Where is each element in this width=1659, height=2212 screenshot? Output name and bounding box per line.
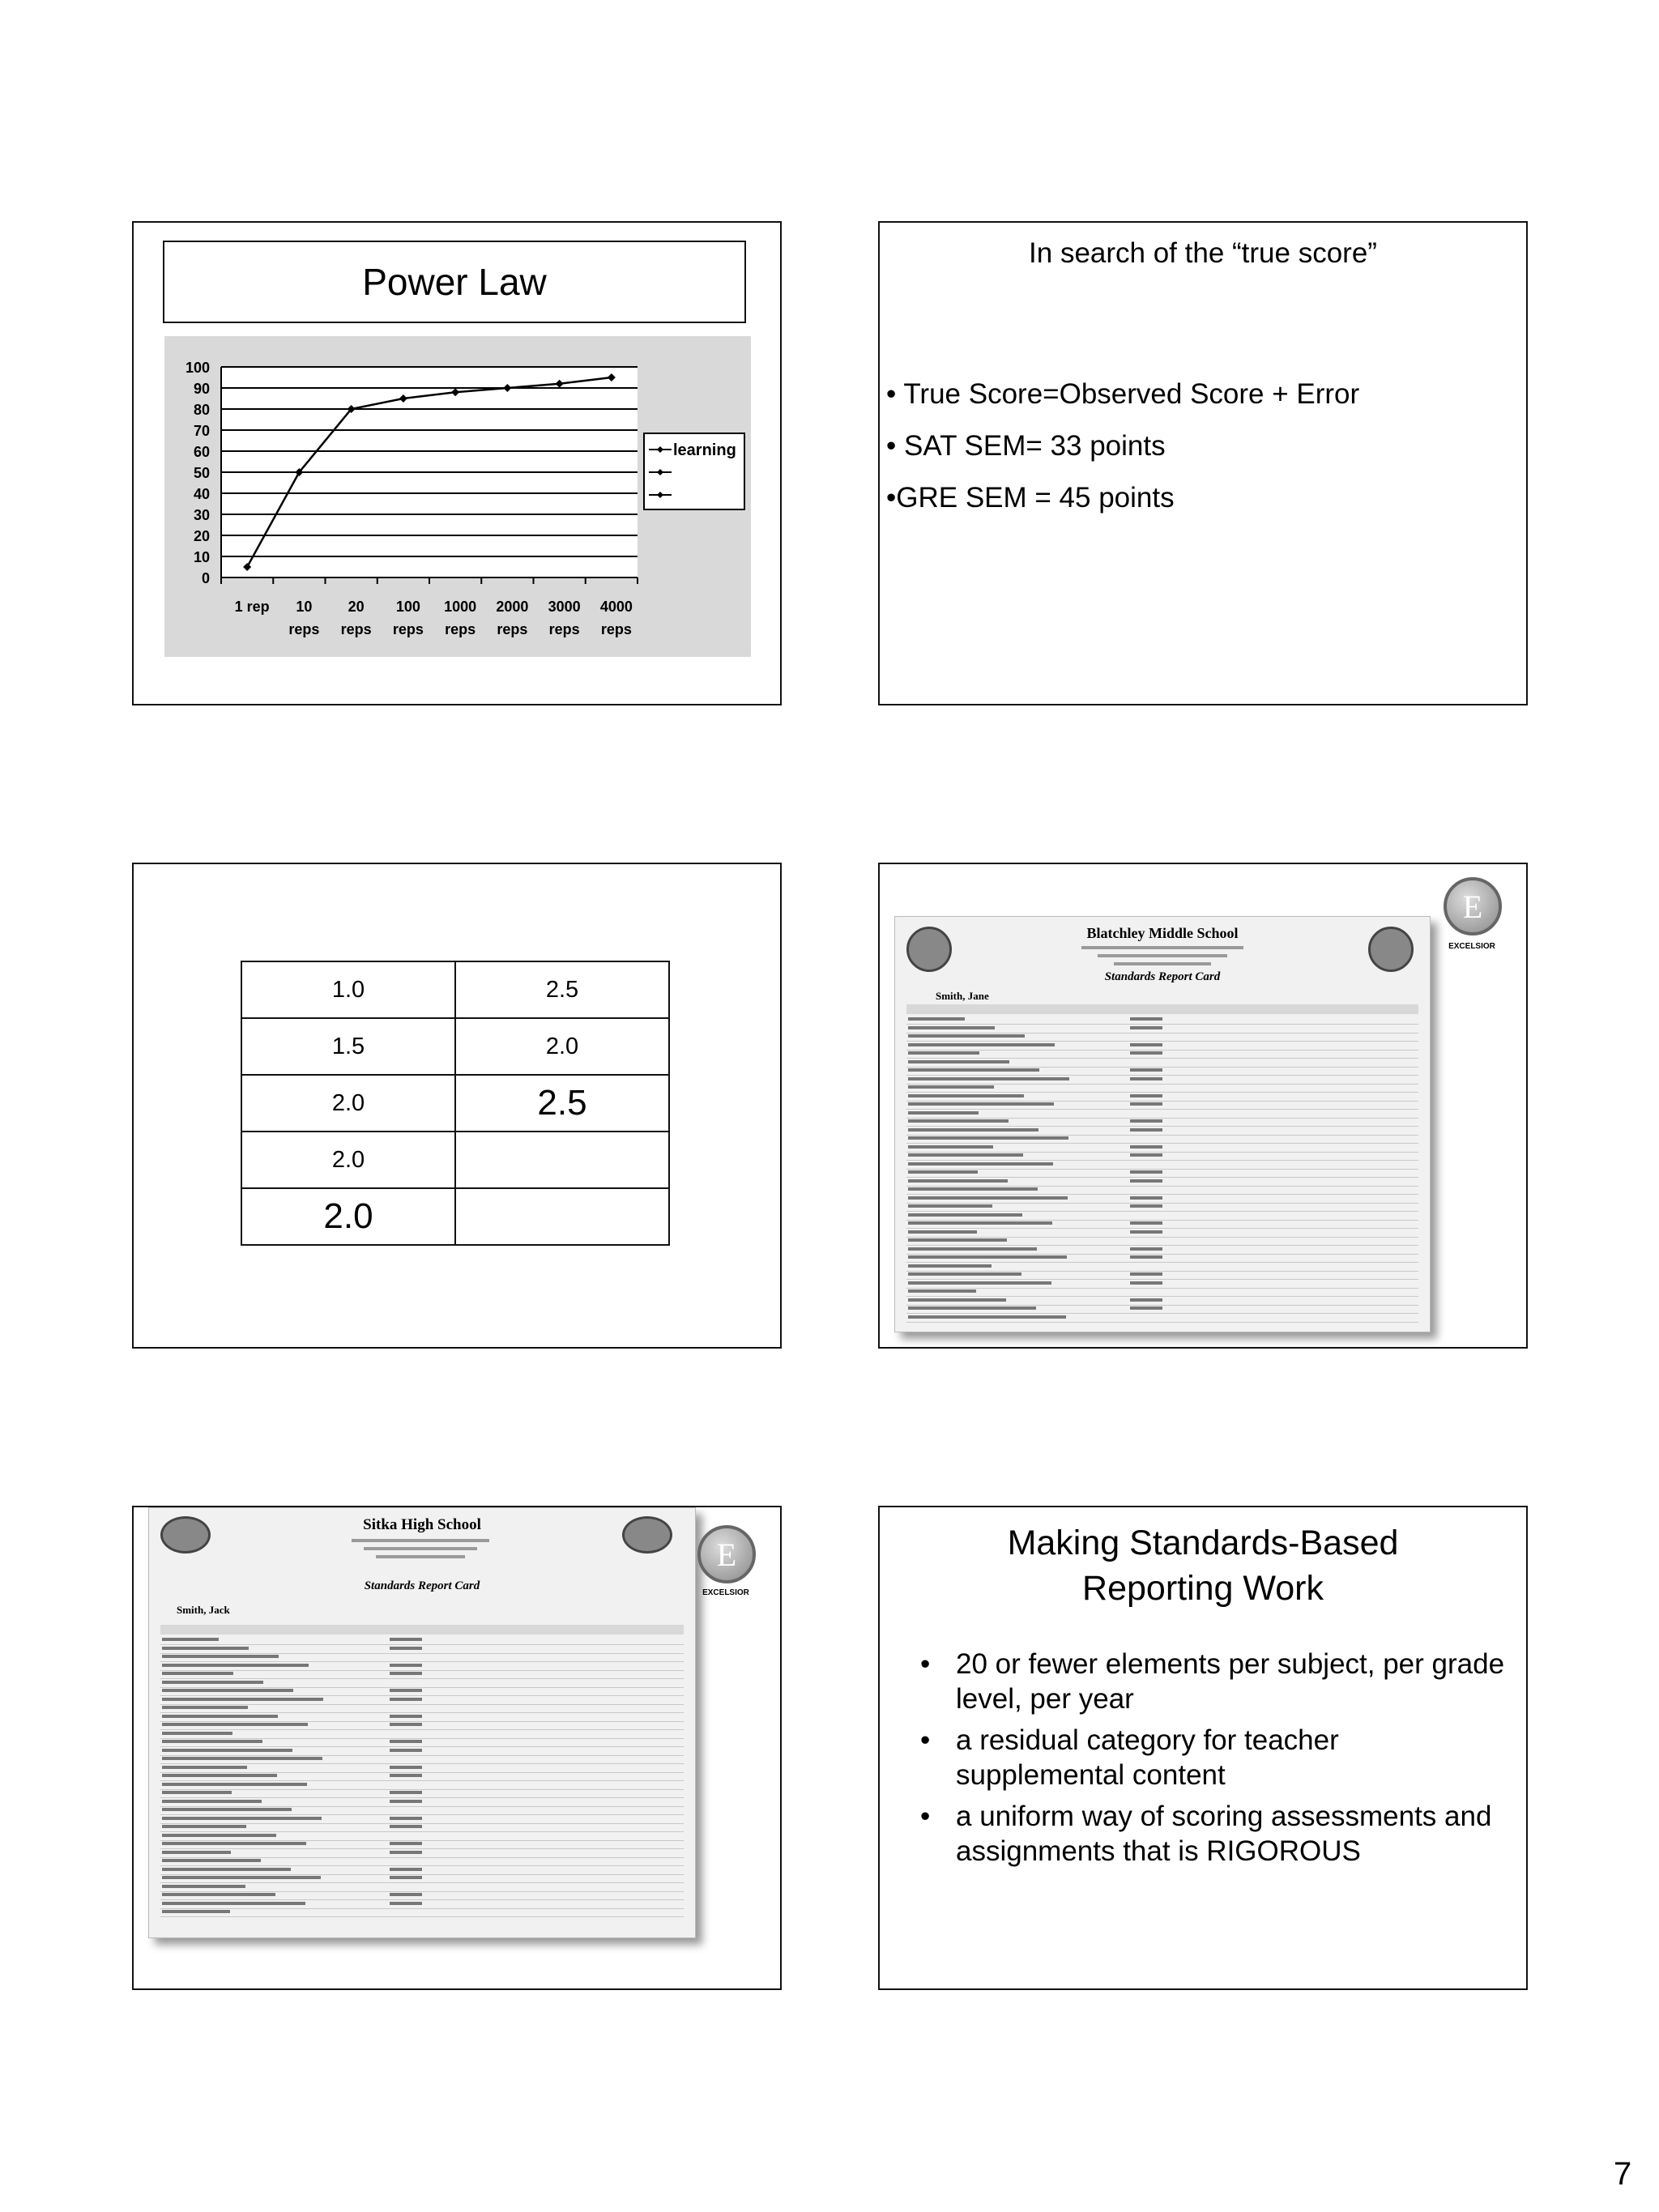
report-card-row — [160, 1653, 684, 1654]
slide-title-box — [163, 241, 746, 323]
report-card-row-text — [908, 1196, 1068, 1200]
slide-power-law — [132, 221, 782, 705]
report-card-row-score — [390, 1749, 422, 1752]
report-card-row-score — [390, 1842, 422, 1845]
report-card-row — [906, 1024, 1418, 1025]
report-card-row — [906, 1279, 1418, 1280]
report-card-row-text — [162, 1851, 231, 1854]
report-card-row-score — [390, 1800, 422, 1803]
report-card-image — [148, 1507, 696, 1938]
report-card-row-text — [162, 1876, 321, 1879]
report-card-row-text — [162, 1783, 307, 1786]
slide-title: In search of the “true score” — [1029, 237, 1377, 269]
report-card-row-score — [1130, 1145, 1162, 1149]
table-cell: 2.0 — [241, 1132, 455, 1188]
report-card-row-score — [1130, 1068, 1162, 1072]
report-card-row — [906, 1194, 1418, 1195]
report-card-row-text — [908, 1204, 992, 1208]
report-card-row — [906, 1228, 1418, 1229]
report-card-row — [160, 1806, 684, 1807]
report-card-row-score — [1130, 1298, 1162, 1302]
report-card-row-text — [162, 1715, 278, 1718]
report-card-row — [160, 1746, 684, 1747]
x-tick-label: reps — [340, 621, 372, 637]
report-card-row-text — [908, 1034, 1025, 1038]
report-card-row-text — [162, 1893, 275, 1896]
report-card-row-score — [1130, 1017, 1162, 1021]
bullet-item: • SAT SEM= 33 points — [886, 430, 1166, 462]
table-cell: 2.0 — [241, 1188, 455, 1245]
report-card-row — [906, 1092, 1418, 1093]
report-card-row-text — [162, 1868, 291, 1871]
report-card-row-text — [908, 1230, 977, 1234]
report-card-row — [906, 1237, 1418, 1238]
bullet-icon: • — [920, 1724, 931, 1756]
report-card-row — [160, 1704, 684, 1705]
slide-high-school-report-card — [132, 1506, 782, 1990]
report-card-row-text — [908, 1272, 1021, 1276]
report-card-row-text — [162, 1834, 276, 1837]
slide-standards-based-reporting — [878, 1506, 1528, 1990]
report-card-row-score — [1130, 1179, 1162, 1183]
report-card-row-score — [390, 1851, 422, 1854]
report-card-row-score — [1130, 1094, 1162, 1097]
bullet-text: 20 or fewer elements per subject, per grade level, per year — [956, 1648, 1505, 1715]
report-card-row-score — [390, 1723, 422, 1726]
report-card-row-text — [908, 1187, 1038, 1191]
report-card-row-score — [1130, 1128, 1162, 1132]
report-card-row-text — [162, 1664, 309, 1667]
table-cell — [455, 1188, 669, 1245]
report-card-row — [906, 1186, 1418, 1187]
report-card-row-score — [1130, 1153, 1162, 1157]
report-card-row — [160, 1840, 684, 1841]
report-card-title: Standards Report Card — [364, 1579, 480, 1592]
report-card-row-text — [908, 1306, 1036, 1310]
y-tick-label: 0 — [201, 570, 210, 586]
report-card-row-text — [908, 1281, 1051, 1285]
report-card-row-text — [908, 1128, 1038, 1132]
power-law-chart — [164, 336, 751, 657]
bullet-list — [912, 1647, 1512, 1875]
report-card-row-text — [908, 1238, 1007, 1242]
report-card-row-text — [162, 1732, 232, 1735]
report-card-row-score — [390, 1715, 422, 1718]
x-tick-label: reps — [600, 621, 632, 637]
bullet-item — [912, 1799, 1512, 1869]
report-card-row-score — [1130, 1196, 1162, 1200]
report-card-row-score — [390, 1664, 422, 1667]
report-card-row — [160, 1780, 684, 1781]
report-card-row-text — [908, 1221, 1052, 1225]
report-card-row — [906, 1177, 1418, 1178]
report-card-row — [160, 1695, 684, 1696]
slide-score-table — [132, 863, 782, 1349]
report-card-row-text — [162, 1689, 293, 1692]
report-card-row — [906, 1160, 1418, 1161]
report-card-row-text — [908, 1060, 1009, 1063]
report-card-row-text — [162, 1910, 230, 1913]
report-card-row-score — [390, 1817, 422, 1820]
report-card-row — [160, 1848, 684, 1849]
report-card-row-text — [908, 1162, 1053, 1166]
report-card-row — [160, 1899, 684, 1900]
report-card-row — [906, 1296, 1418, 1297]
legend-label: learning — [673, 441, 736, 459]
x-tick-label: 2000 — [496, 599, 529, 615]
report-card-row — [160, 1882, 684, 1883]
report-card-row — [906, 1305, 1418, 1306]
student-name: Smith, Jane — [936, 990, 989, 1002]
report-card-row — [906, 1203, 1418, 1204]
report-card-row-text — [908, 1153, 1023, 1157]
report-card-row-score — [390, 1876, 422, 1879]
report-card-row-score — [1130, 1204, 1162, 1208]
report-card-row-text — [908, 1102, 1054, 1106]
bullet-item: • True Score=Observed Score + Error — [886, 378, 1360, 410]
report-card-row — [906, 1075, 1418, 1076]
report-card-row — [906, 1050, 1418, 1051]
bullet-text: a uniform way of scoring assessments and assignments that is RIGOROUS — [956, 1801, 1492, 1867]
table-cell: 2.5 — [455, 961, 669, 1018]
excelsior-badge-icon: E — [697, 1525, 756, 1583]
bullet-item — [912, 1647, 1512, 1716]
report-card-row-text — [908, 1179, 1008, 1183]
report-card-row-text — [162, 1800, 262, 1803]
report-card-row — [906, 1126, 1418, 1127]
report-card-row — [906, 1211, 1418, 1212]
report-card-row — [160, 1644, 684, 1645]
report-card-row-score — [390, 1647, 422, 1650]
report-card-row — [160, 1678, 684, 1679]
report-card-row-text — [908, 1077, 1069, 1080]
table-row — [241, 961, 669, 1018]
x-tick-label: reps — [497, 621, 528, 637]
report-card-row — [160, 1797, 684, 1798]
table-row — [241, 1188, 669, 1245]
address-line — [1081, 946, 1243, 949]
report-card-row-text — [908, 1136, 1068, 1140]
report-card-row — [160, 1908, 684, 1909]
report-card-row — [160, 1738, 684, 1739]
report-card-row-text — [908, 1111, 979, 1115]
y-tick-label: 100 — [185, 360, 210, 376]
table-cell: 2.0 — [455, 1018, 669, 1075]
table-cell: 2.0 — [241, 1075, 455, 1132]
report-card-row — [906, 1143, 1418, 1144]
report-card-row — [906, 1220, 1418, 1221]
student-name: Smith, Jack — [177, 1604, 230, 1616]
report-card-row — [906, 1169, 1418, 1170]
report-card-row-score — [1130, 1051, 1162, 1055]
report-card-row — [160, 1729, 684, 1730]
report-card-row-score — [1130, 1102, 1162, 1106]
report-card-header-band — [906, 1004, 1418, 1014]
report-card-row-text — [908, 1145, 993, 1149]
bullet-item — [912, 1723, 1512, 1792]
report-card-row-text — [908, 1170, 978, 1174]
report-card-row — [160, 1687, 684, 1688]
report-card-row — [160, 1763, 684, 1764]
y-tick-label: 30 — [193, 507, 210, 523]
report-card-row-score — [1130, 1247, 1162, 1251]
report-card-row-text — [162, 1638, 219, 1641]
report-card-row — [160, 1823, 684, 1824]
report-card-row-score — [1130, 1230, 1162, 1234]
report-card-row-text — [908, 1094, 1024, 1097]
y-tick-label: 50 — [193, 465, 210, 481]
y-tick-label: 40 — [193, 486, 210, 502]
report-card-row-text — [162, 1723, 308, 1726]
report-card-row — [160, 1712, 684, 1713]
x-tick-label: reps — [288, 621, 320, 637]
school-name: Blatchley Middle School — [1086, 925, 1239, 941]
report-card-row — [160, 1865, 684, 1866]
report-card-row — [906, 1118, 1418, 1119]
report-card-row-text — [162, 1859, 261, 1862]
report-card-row-text — [162, 1808, 292, 1811]
report-card-row — [906, 1262, 1418, 1263]
report-card-header-band — [160, 1625, 684, 1634]
x-tick-label: 3000 — [548, 599, 581, 615]
report-card-row — [160, 1670, 684, 1671]
badge-label: EXCELSIOR — [702, 1588, 749, 1597]
report-card-image — [894, 916, 1431, 1332]
report-card-row-score — [390, 1740, 422, 1743]
report-card-row-score — [390, 1774, 422, 1777]
report-card-row-score — [1130, 1026, 1162, 1029]
report-card-row — [906, 1084, 1418, 1085]
report-card-row — [906, 1245, 1418, 1246]
slide-title: Power Law — [362, 261, 547, 303]
report-card-row-text — [162, 1825, 246, 1828]
school-name: Sitka High School — [363, 1516, 481, 1533]
table-cell: 1.5 — [241, 1018, 455, 1075]
report-card-row-text — [162, 1647, 249, 1650]
bullet-item: •GRE SEM = 45 points — [886, 482, 1175, 514]
report-card-row-text — [162, 1774, 277, 1777]
report-card-row — [906, 1271, 1418, 1272]
x-tick-label: 100 — [395, 599, 420, 615]
y-tick-label: 60 — [193, 444, 210, 460]
title-line: Reporting Work — [1082, 1569, 1324, 1608]
x-tick-label: 4000 — [599, 599, 633, 615]
report-card-row-text — [162, 1791, 232, 1794]
report-card-row-text — [162, 1749, 292, 1752]
address-line — [1114, 962, 1211, 965]
report-card-row-text — [908, 1213, 1022, 1217]
report-card-row — [160, 1891, 684, 1892]
report-card-row — [906, 1313, 1418, 1314]
report-card-row-score — [1130, 1306, 1162, 1310]
report-card-row — [906, 1135, 1418, 1136]
report-card-row-score — [390, 1825, 422, 1828]
report-card-title: Standards Report Card — [1104, 970, 1221, 983]
address-line — [1098, 954, 1227, 957]
report-card-row-text — [908, 1085, 994, 1089]
report-card-row — [160, 1772, 684, 1773]
report-card-row-text — [908, 1043, 1055, 1046]
report-card-row-score — [1130, 1221, 1162, 1225]
report-card-row-text — [908, 1298, 1006, 1302]
x-tick-label: reps — [445, 621, 476, 637]
report-card-row-score — [390, 1638, 422, 1641]
report-card-row-text — [162, 1698, 323, 1701]
report-card-row-score — [1130, 1281, 1162, 1285]
report-card-row — [160, 1721, 684, 1722]
report-card-row-text — [908, 1289, 976, 1293]
address-line — [364, 1547, 477, 1550]
report-card-row-text — [908, 1255, 1067, 1259]
report-card-row-score — [1130, 1170, 1162, 1174]
report-card-row-score — [1130, 1272, 1162, 1276]
y-tick-label: 70 — [193, 423, 210, 439]
report-card-row-score — [390, 1672, 422, 1675]
report-card-row — [160, 1874, 684, 1875]
report-card-row-score — [390, 1902, 422, 1905]
report-card-row-text — [908, 1017, 965, 1021]
report-card-row-score — [1130, 1119, 1162, 1123]
report-card-row-text — [162, 1681, 263, 1684]
report-card-row — [906, 1322, 1418, 1323]
report-card-row — [906, 1152, 1418, 1153]
slide-true-score — [878, 221, 1528, 705]
x-tick-label: reps — [548, 621, 580, 637]
address-line — [352, 1539, 489, 1542]
bullet-icon: • — [920, 1801, 931, 1832]
report-card-row-score — [390, 1868, 422, 1871]
report-card-row — [906, 1058, 1418, 1059]
report-card-row-text — [162, 1842, 306, 1845]
report-card-row-score — [390, 1698, 422, 1701]
report-card-row-text — [908, 1315, 1066, 1319]
y-tick-label: 80 — [193, 402, 210, 418]
report-card-row-text — [162, 1902, 305, 1905]
report-card-row — [906, 1101, 1418, 1102]
score-table — [241, 961, 670, 1246]
report-card-row — [160, 1755, 684, 1756]
report-card-row-text — [908, 1247, 1037, 1251]
report-card-row — [906, 1041, 1418, 1042]
report-card-row-score — [1130, 1077, 1162, 1080]
report-card-row-text — [162, 1706, 248, 1709]
x-tick-label: reps — [392, 621, 424, 637]
report-card-row-text — [162, 1655, 279, 1658]
report-card-row-text — [908, 1119, 1009, 1123]
bullet-list — [886, 369, 1359, 524]
report-card-row — [160, 1789, 684, 1790]
report-card-row — [906, 1033, 1418, 1034]
bullet-icon: • — [920, 1648, 931, 1680]
report-card-row — [906, 1067, 1418, 1068]
report-card-row-text — [908, 1026, 995, 1029]
report-card-row-text — [162, 1672, 233, 1675]
report-card-row — [906, 1109, 1418, 1110]
table-cell — [455, 1132, 669, 1188]
table-cell: 1.0 — [241, 961, 455, 1018]
x-tick-label: 10 — [296, 599, 313, 615]
slide-middle-school-report-card — [878, 863, 1528, 1349]
report-card-row-text — [162, 1885, 245, 1888]
report-card-row-score — [390, 1766, 422, 1769]
badge-label: EXCELSIOR — [1448, 942, 1495, 951]
table-cell: 2.5 — [455, 1075, 669, 1132]
x-tick-label: 20 — [348, 599, 365, 615]
table-row — [241, 1075, 669, 1132]
table-row — [241, 1132, 669, 1188]
report-card-row-score — [1130, 1255, 1162, 1259]
address-line — [376, 1555, 465, 1558]
y-tick-label: 90 — [193, 381, 210, 397]
report-card-row-text — [162, 1740, 262, 1743]
report-card-row — [160, 1857, 684, 1858]
bullet-text: a residual category for teacher supplemental content — [956, 1724, 1339, 1791]
report-card-row-text — [162, 1817, 322, 1820]
x-tick-label: 1 rep — [234, 599, 270, 615]
report-card-row — [160, 1814, 684, 1815]
report-card-row-text — [162, 1766, 247, 1769]
report-card-row — [906, 1254, 1418, 1255]
report-card-row-score — [1130, 1043, 1162, 1046]
x-tick-label: 1000 — [444, 599, 477, 615]
report-card-row — [160, 1831, 684, 1832]
report-card-row-text — [908, 1264, 992, 1268]
y-tick-label: 20 — [193, 528, 210, 544]
report-card-row-score — [390, 1689, 422, 1692]
report-card-row — [160, 1916, 684, 1917]
slide-title — [880, 1520, 1526, 1611]
title-line: Making Standards-Based — [1007, 1524, 1399, 1562]
y-tick-label: 10 — [193, 549, 210, 565]
report-card-row-score — [390, 1893, 422, 1896]
report-card-row-text — [162, 1757, 322, 1760]
report-card-row-text — [908, 1068, 1039, 1072]
table-row — [241, 1018, 669, 1075]
report-card-row — [906, 1288, 1418, 1289]
page-number: 7 — [1614, 2156, 1632, 2192]
report-card-row-score — [390, 1791, 422, 1794]
report-card-row — [160, 1661, 684, 1662]
report-card-row-text — [908, 1051, 979, 1055]
excelsior-badge-icon: E — [1444, 877, 1502, 936]
